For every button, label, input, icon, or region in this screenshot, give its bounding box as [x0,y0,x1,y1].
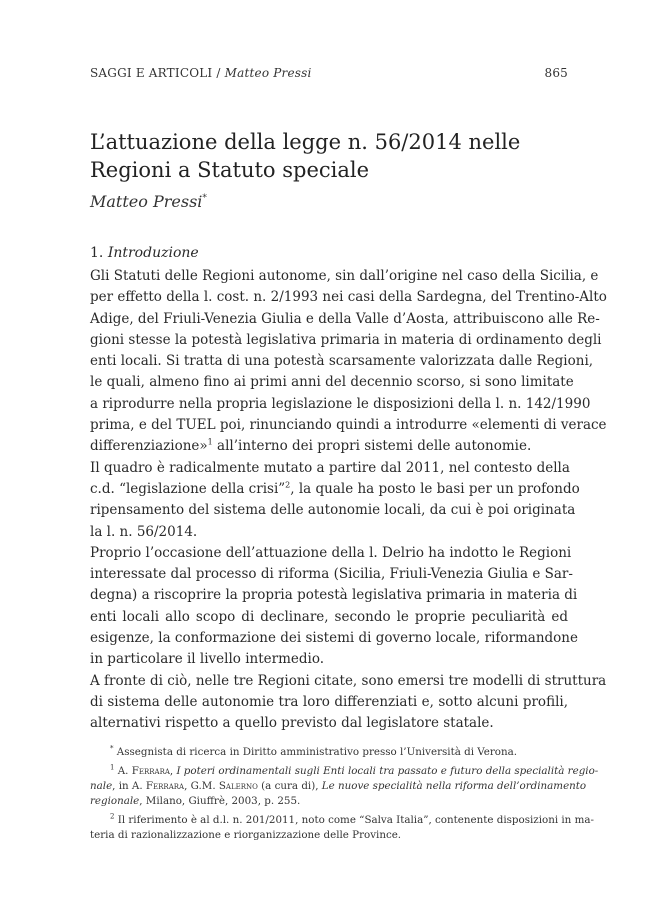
running-header [90,66,568,82]
footnote-line [90,763,599,779]
body-line: gioni stesse la potestà legislativa primaria in materia di ordinamento degli [90,331,602,348]
body-text [90,266,607,735]
footnote-book-title: regionale [90,795,140,807]
footnote-author-name: Ferrara [145,780,185,792]
header-author: Matteo Pressi [224,66,312,80]
footnote-text: (a cura di), [257,780,322,792]
footnote-line [90,794,568,809]
author-footnote-mark: * [202,193,207,204]
body-line: Adige, del Friuli-Venezia Giulia e della Valle d’Aosta, attribuiscono alle Re- [90,310,600,327]
section-title: Introduzione [107,245,199,261]
section-number: 1. [90,245,104,261]
footnote-mark: * [110,744,114,753]
article-author [90,192,207,211]
footnote-ref-2[interactable]: 2 [285,480,291,490]
footnote-line [90,812,594,828]
body-line: a riprodurre nella propria legislazione le disposizioni della l. n. 142/1990 [90,395,591,412]
footnote-text: , in A. [112,780,146,792]
body-line: Il quadro è radicalmente mutato a partire dal 2011, nel contesto della [90,459,570,476]
body-line: in particolare il livello intermedio. [90,651,325,668]
author-name: Matteo Pressi [90,192,203,211]
footnote-mark: 2 [110,812,115,821]
section-heading [90,245,199,261]
footnote-author-name: Salerno [218,780,258,792]
footnote-work-title: nale [90,780,113,792]
footnote-line [90,745,568,760]
body-line: le quali, almeno fino ai primi anni del decennio scorso, si sono limitate [90,374,574,391]
footnote-1 [90,763,599,809]
body-line: degna) a riscoprire la propria potestà legislativa primaria in materia di [90,587,578,604]
footnotes [90,744,599,847]
body-line-tail: , la quale ha posto le basi per un profondo [290,480,580,497]
footnote-separator: , G.M. [184,780,219,792]
body-line: A fronte di ciò, nelle tre Regioni citate, sono emersi tre modelli di struttura [90,672,607,689]
footnote-line [90,779,587,794]
footnote-2 [90,812,594,843]
footnote-mark: 1 [110,763,115,772]
body-line: Gli Statuti delle Regioni autonome, sin dall’origine nel caso della Sicilia, e [90,268,599,284]
body-line: enti locali allo scopo di declinare, secondo le proprie peculiarità ed [90,608,568,625]
footnote-author-name: Ferrara [131,765,170,777]
footnote-work-title: I poteri ordinamentali sugli Enti locali tra passato e futuro della specialità regio- [176,765,599,777]
footnote-author-initial: A. [117,765,132,777]
title-line-2: Regioni a Statuto speciale [90,158,370,182]
body-line: Proprio l’occasione dell’attuazione della l. Delrio ha indotto le Regioni [90,544,572,561]
body-line [90,436,568,457]
body-line-text: differenziazione» [90,438,208,455]
body-line-text: c.d. “legislazione della crisi” [90,480,286,497]
footnote-ref-1[interactable]: 1 [207,437,213,447]
body-line: interessate dal processo di riforma (Sicilia, Friuli-Venezia Giulia e Sar- [90,566,573,583]
body-line: la l. n. 56/2014. [90,523,198,540]
header-left [90,66,312,80]
body-line-tail: all’interno dei propri sistemi delle autonomie. [212,438,532,455]
body-line: ripensamento del sistema delle autonomie locali, da cui è poi originata [90,502,576,519]
header-separator: / [212,66,225,80]
header-section: SAGGI E ARTICOLI [90,66,213,80]
body-line: enti locali. Si tratta di una potestà scarsamente valorizzata dalle Regioni, [90,353,594,370]
body-line: per effetto della l. cost. n. 2/1993 nei casi della Sardegna, del Trentino-Alto [90,289,607,306]
body-line: di sistema delle autonomie tra loro differenziati e, sotto alcuni profili, [90,693,568,710]
title-line-1: L’attuazione della legge n. 56/2014 nelle [90,130,521,154]
body-line: esigenze, la conformazione dei sistemi di governo locale, riformandone [90,630,578,647]
article-page [90,0,607,910]
article-title [90,128,568,184]
footnote-book-title: Le nuove specialità nella riforma dell’ordinamento [321,780,587,792]
body-line: prima, e del TUEL poi, rinunciando quindi a introdurre «elementi di verace [90,417,607,434]
footnote-separator: , [169,765,177,777]
body-line: alternativi rispetto a quello previsto dal legislatore statale. [90,715,494,732]
body-line [90,479,580,500]
footnote-text: , Milano, Giuffrè, 2003, p. 255. [139,795,301,807]
page-number: 865 [544,66,568,80]
footnote-star [90,745,568,760]
footnote-text: Assegnista di ricerca in Diritto amministrativo presso l’Università di Verona. [116,746,518,758]
footnote-line: teria di razionalizzazione e riorganizzazione delle Province. [90,829,402,841]
footnote-text: Il riferimento è al d.l. n. 201/2011, noto come “Salva Italia”, contenente disposizioni in ma- [117,814,594,826]
